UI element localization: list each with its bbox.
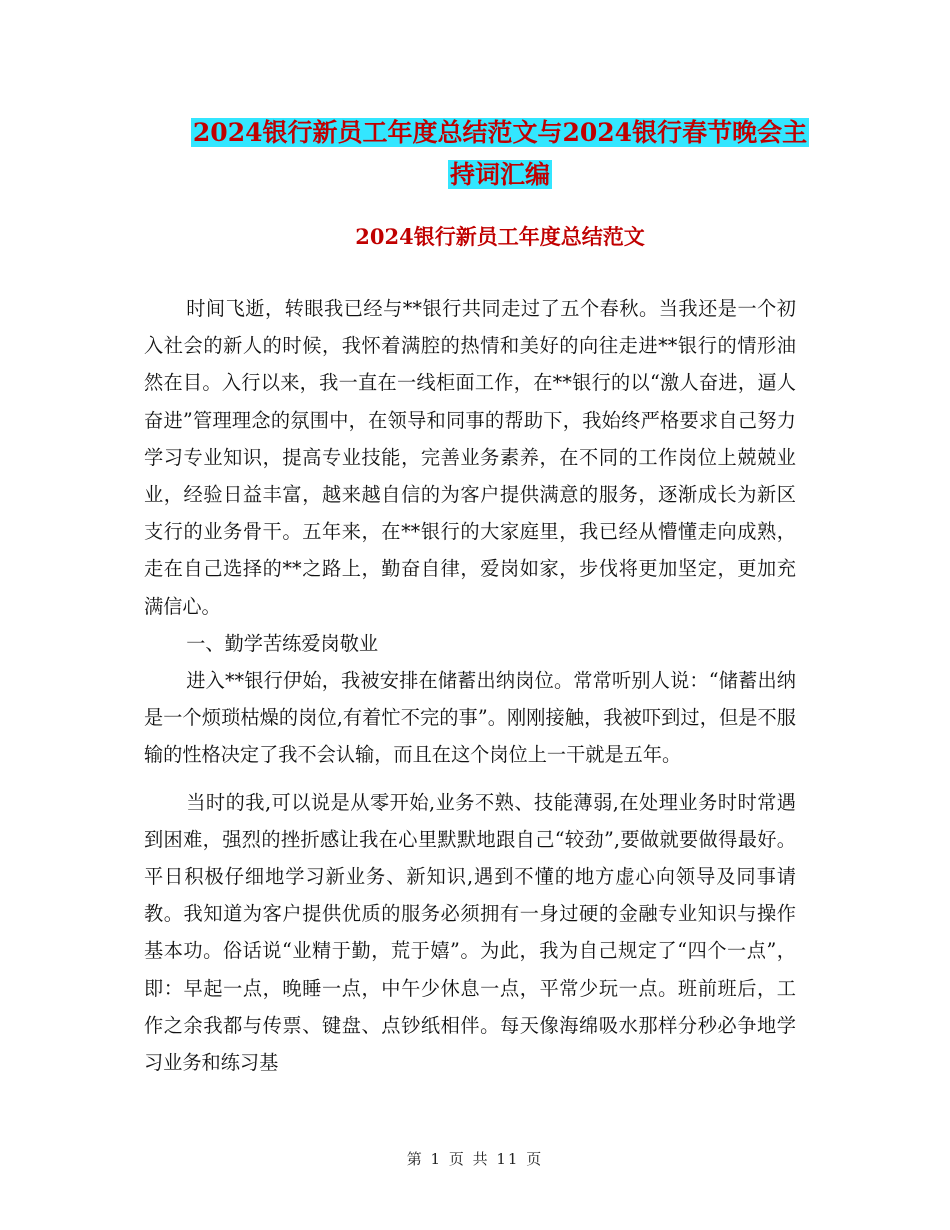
heading-section-one: 一、勤学苦练爱岗敬业 (186, 631, 379, 655)
body-text (144, 290, 796, 1081)
main-title-line1: 2024银行新员工年度总结范文与2024银行春节晚会主 (192, 118, 808, 147)
main-title-line2: 持词汇编 (449, 160, 550, 189)
paragraph-intro: 时间飞逝，转眼我已经与**银行共同走过了五个春秋。当我还是一个初入社会的新人的时候，我怀着满腔的热情和美好的向往走进**银行的情形油然在目。入行以来，我一直在一线柜面工作，在**银行的以“激人奋进，逼人奋进”管理理念的氛围中，在领导和同事的帮助下，我始终严格要求自己努力学习专业知识，提高专业技能，完善业务素养，在不同的工作岗位上兢兢业业，经验日益丰富，越来越自信的为客户提供满意的服务，逐渐成长为新区支行的业务骨干。五年来，在**银行的大家庭里，我已经从懵懂走向成熟，走在自己选择的**之路上，勤奋自律，爱岗如家，步伐将更加坚定，更加充满信心。 (144, 297, 796, 618)
section-title: 2024银行新员工年度总结范文 (355, 224, 645, 249)
paragraph-learning: 当时的我,可以说是从零开始,业务不熟、技能薄弱,在处理业务时时常遇到困难，强烈的挫折感让我在心里默默地跟自己“较劲”,要做就要做得最好。平日积极仔细地学习新业务、新知识,遇到不懂的地方虚心向领导及同事请教。我知道为客户提供优质的服务必须拥有一身过硬的金融专业知识与操作基本功。俗话说“业精于勤，荒于嬉”。为此，我为自己规定了“四个一点”，即：早起一点，晚睡一点，中午少休息一点，平常少玩一点。班前班后，工作之余我都与传票、键盘、点钞纸相伴。每天像海绵吸水那样分秒必争地学习业务和练习基 (144, 790, 796, 1075)
page-number-footer: 第 1 页 共 11 页 (406, 1150, 544, 1168)
main-title (140, 112, 860, 196)
paragraph-first-job: 进入**银行伊始，我被安排在储蓄出纳岗位。常常听别人说：“储蓄出纳是一个烦琐枯燥的岗位,有着忙不完的事”。刚刚接触，我被吓到过，但是不服输的性格决定了我不会认输，而且在这个岗位上一干就是五年。 (144, 669, 796, 767)
